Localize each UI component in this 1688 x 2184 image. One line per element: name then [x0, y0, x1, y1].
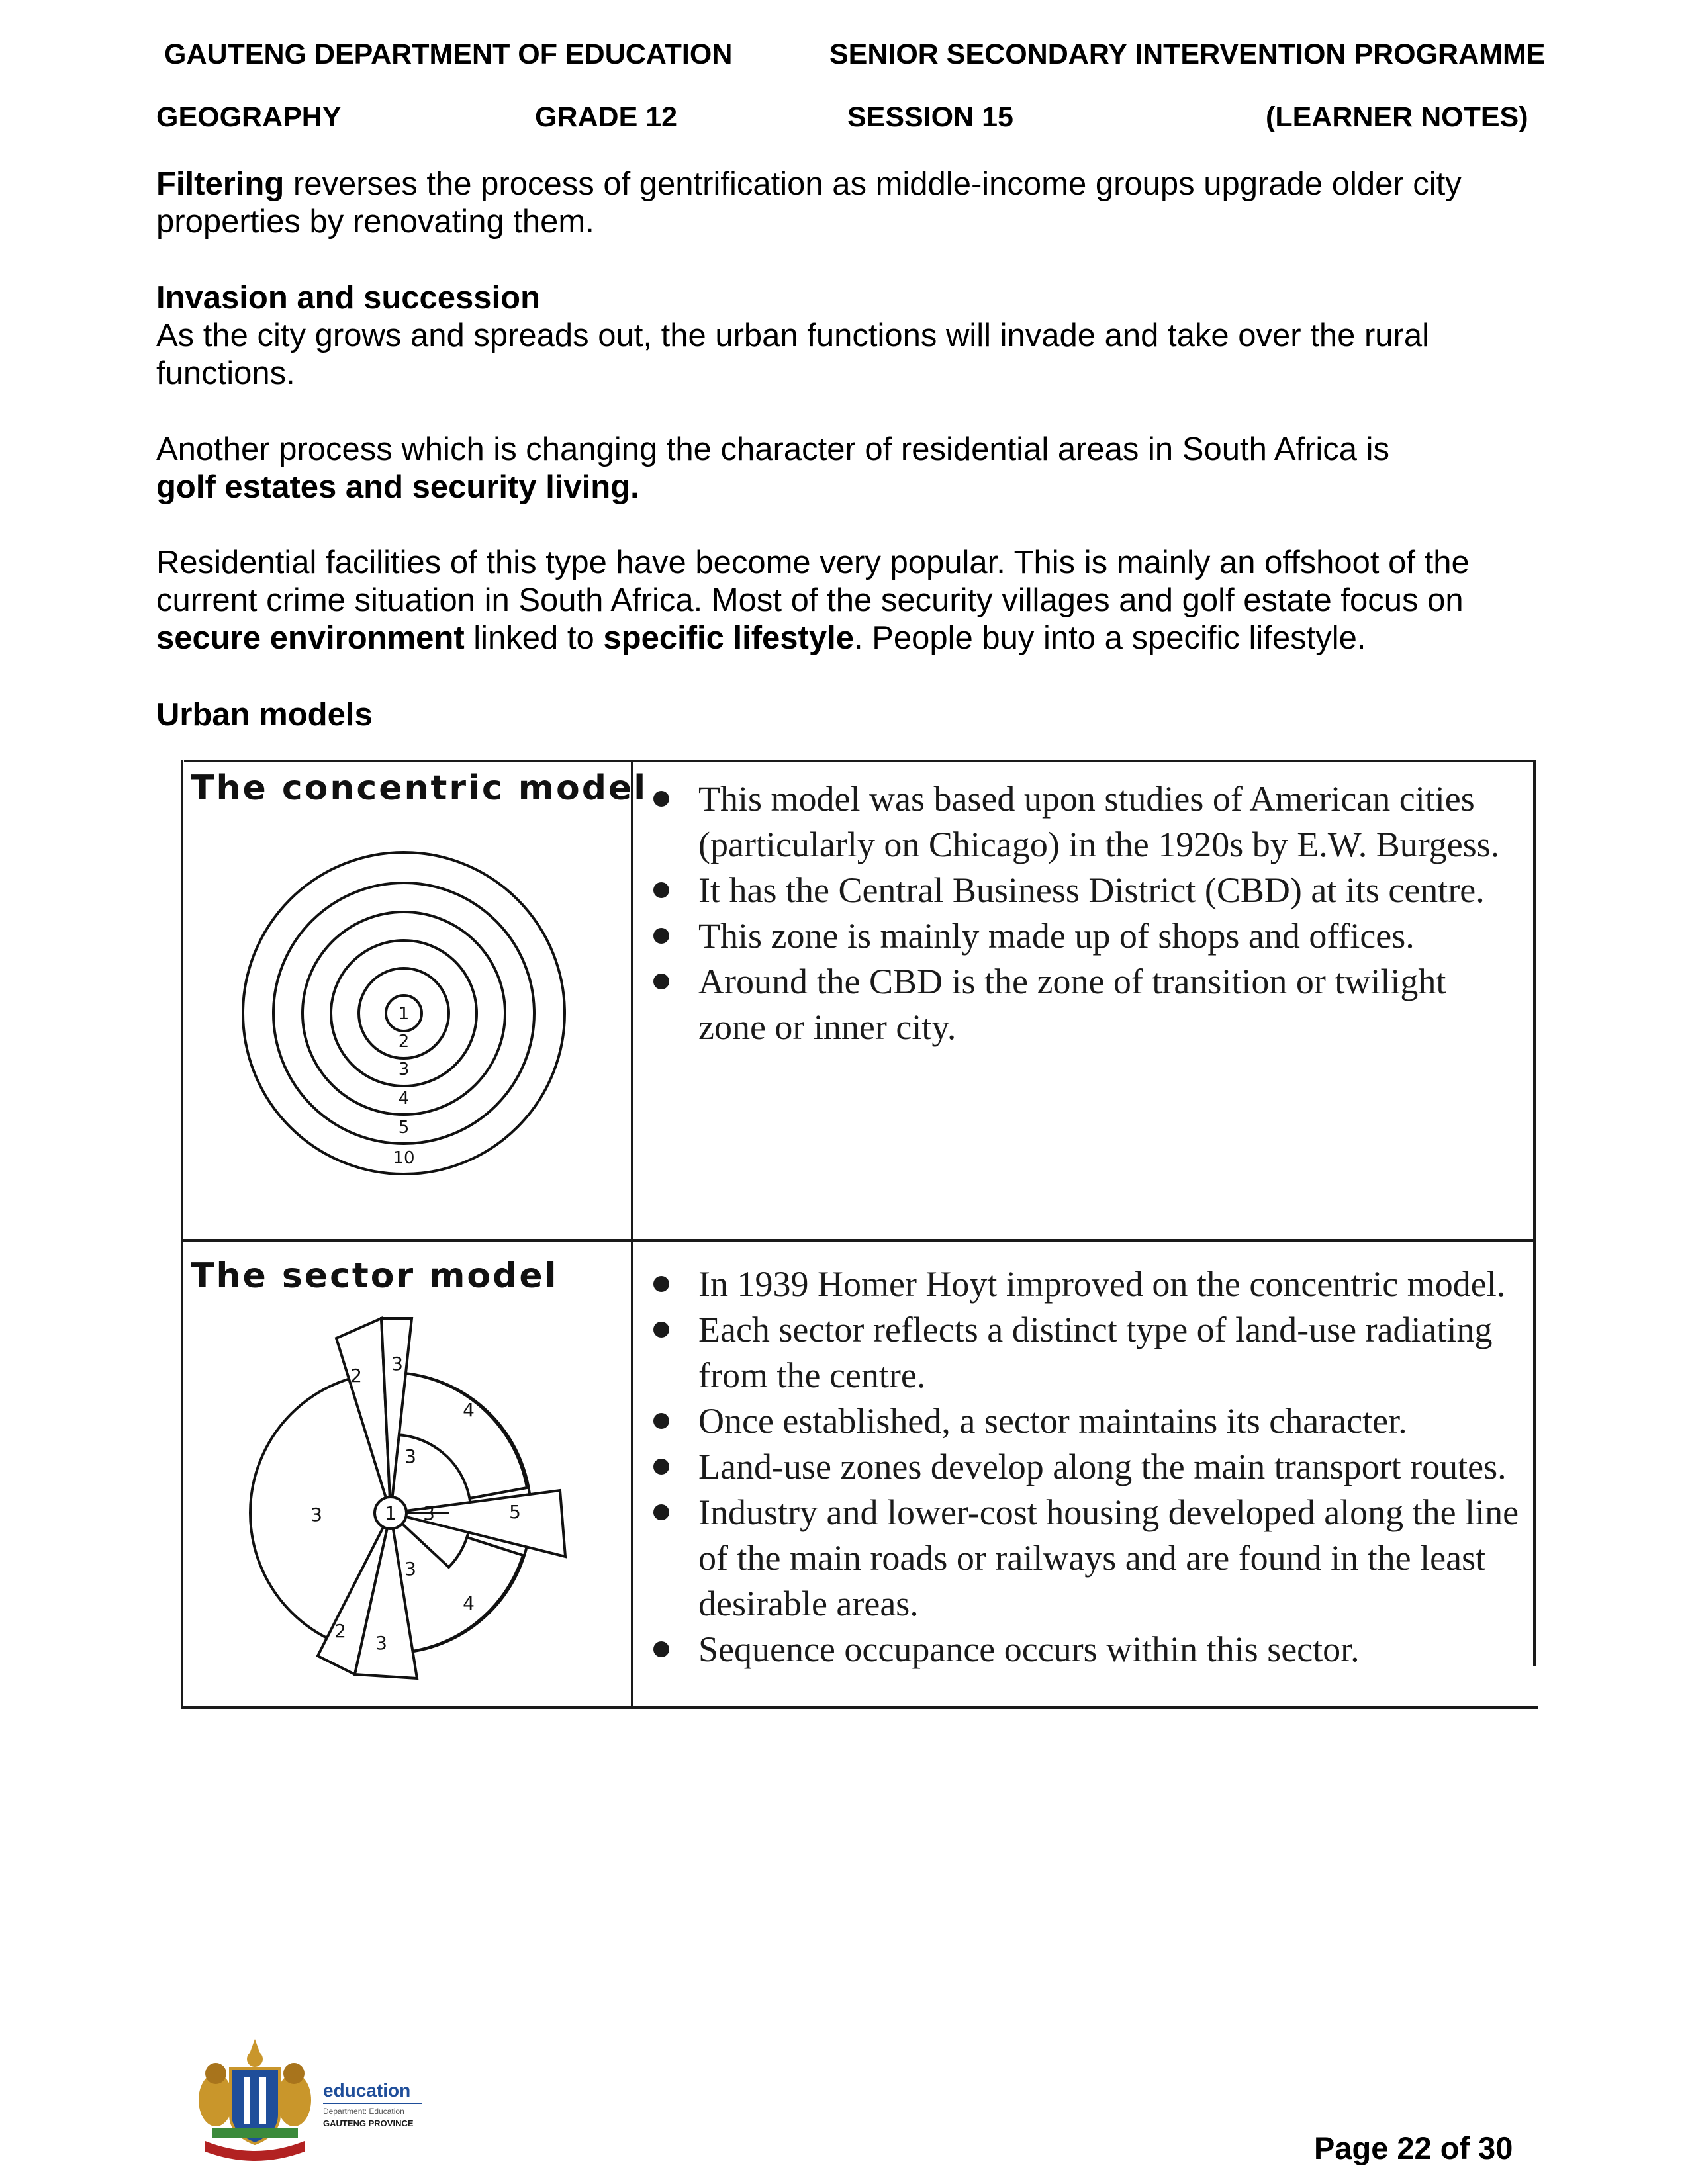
sector-label-bottom-left: 2 — [334, 1620, 346, 1642]
invasion-text: As the city grows and spreads out, the urban functions will invade and take over the rural functions. — [156, 318, 1429, 391]
sector-label-inner-lower: 3 — [404, 1558, 416, 1580]
urban-models-table — [171, 747, 1548, 1719]
table-bottom-border — [181, 1706, 1538, 1709]
invasion-heading: Invasion and succession — [156, 280, 541, 316]
concentric-bullet — [644, 959, 1518, 1050]
bullet-dot-icon — [653, 1459, 669, 1475]
table-right-border — [1533, 760, 1536, 1666]
page-number: Page 22 of 30 — [1314, 2130, 1513, 2165]
header-department: GAUTENG DEPARTMENT OF EDUCATION — [164, 38, 733, 70]
header-subject: GEOGRAPHY — [156, 101, 342, 133]
bullet-dot-icon — [653, 974, 669, 989]
filtering-term: Filtering — [156, 166, 285, 202]
sector-bullet — [644, 1444, 1524, 1490]
concentric-bullet — [644, 776, 1518, 868]
table-row-divider — [181, 1239, 1536, 1242]
bullet-dot-icon — [653, 928, 669, 944]
residential-text-2: linked to — [464, 620, 604, 656]
header-programme: SENIOR SECONDARY INTERVENTION PROGRAMME — [829, 38, 1546, 70]
ring-label-2: 2 — [398, 1032, 410, 1052]
urban-models-heading: Urban models — [156, 697, 373, 733]
bullet-dot-icon — [653, 1322, 669, 1338]
sector-bullet — [644, 1398, 1524, 1444]
sector-bullet — [644, 1627, 1524, 1672]
sector-bullet-list — [644, 1261, 1524, 1672]
ring-label-3: 3 — [398, 1060, 410, 1079]
bullet-text: Once established, a sector maintains its character. — [698, 1401, 1407, 1441]
bullet-dot-icon — [653, 1641, 669, 1657]
coat-of-arms-icon — [192, 2035, 318, 2167]
bullet-text: Industry and lower-cost housing developed along the line of the main roads or railways and are found in the least desirable areas. — [698, 1492, 1519, 1623]
residential-text-3: . People buy into a specific lifestyle. — [853, 620, 1366, 656]
bullet-text: This model was based upon studies of American cities (particularly on Chicago) in the 1920s by E.W. Burgess. — [698, 779, 1500, 864]
concentric-bullet — [644, 913, 1518, 959]
sector-label-center: 1 — [385, 1502, 397, 1524]
residential-bold-2: specific lifestyle — [603, 620, 854, 656]
bullet-text: Land-use zones develop along the main transport routes. — [698, 1447, 1507, 1486]
sector-label-top-left: 2 — [350, 1365, 362, 1387]
header-grade: GRADE 12 — [535, 101, 678, 133]
education-logo — [192, 2035, 444, 2167]
concentric-model-diagram — [224, 826, 581, 1223]
residential-text-1: Residential facilities of this type have become very popular. This is mainly an offshoot of the current crime situation in South Africa. Most of the security villages and golf estate focus on — [156, 545, 1470, 618]
sector-label-bottom: 3 — [375, 1632, 387, 1654]
concentric-model-title: The concentric model — [191, 768, 648, 808]
bullet-text: In 1939 Homer Hoyt improved on the concentric model. — [698, 1264, 1506, 1304]
sector-label-top: 3 — [391, 1353, 403, 1375]
table-top-border — [184, 760, 1534, 762]
logo-underline — [323, 2103, 422, 2104]
filtering-paragraph — [156, 165, 1553, 241]
bullet-dot-icon — [653, 1276, 669, 1292]
ring-label-4: 4 — [398, 1089, 410, 1109]
sector-bullet — [644, 1307, 1524, 1398]
ring-label-1: 1 — [398, 1004, 410, 1024]
logo-sub-department: Department: Education — [323, 2107, 404, 2116]
filtering-text: reverses the process of gentrification as middle-income groups upgrade older city properties by renovating them. — [156, 166, 1462, 240]
sector-model-diagram — [224, 1309, 594, 1693]
bullet-dot-icon — [653, 882, 669, 898]
sector-bullet — [644, 1490, 1524, 1627]
sector-bullet — [644, 1261, 1524, 1307]
bullet-text: Each sector reflects a distinct type of land-use radiating from the centre. — [698, 1310, 1493, 1395]
sector-label-lower-right: 4 — [463, 1592, 475, 1614]
bullet-text: Around the CBD is the zone of transition or twilight zone or inner city. — [698, 962, 1446, 1047]
bullet-dot-icon — [653, 1504, 669, 1520]
table-column-divider — [631, 760, 633, 1709]
header-notes-type: (LEARNER NOTES) — [1266, 101, 1528, 133]
sector-model-title: The sector model — [191, 1256, 559, 1296]
sector-label-inner-upper: 3 — [404, 1445, 416, 1467]
table-left-border — [181, 760, 183, 1709]
bullet-dot-icon — [653, 791, 669, 807]
logo-word: education — [323, 2080, 411, 2101]
another-bold: golf estates and security living. — [156, 469, 639, 505]
bullet-dot-icon — [653, 1413, 669, 1429]
bullet-text: This zone is mainly made up of shops and offices. — [698, 916, 1415, 956]
ring-label-5: 5 — [398, 1118, 410, 1138]
another-text: Another process which is changing the character of residential areas in South Africa is — [156, 432, 1390, 467]
sector-label-left: 3 — [310, 1504, 322, 1525]
bullet-text: It has the Central Business District (CBD) at its centre. — [698, 870, 1485, 910]
sector-label-inner-right: 3 — [423, 1502, 435, 1524]
sector-label-right-wedge: 5 — [509, 1501, 521, 1523]
bullet-text: Sequence occupance occurs within this sector. — [698, 1629, 1360, 1669]
concentric-bullet — [644, 868, 1518, 913]
header-session: SESSION 15 — [847, 101, 1013, 133]
ring-label-10: 10 — [393, 1148, 415, 1168]
logo-sub-province: GAUTENG PROVINCE — [323, 2118, 414, 2128]
residential-paragraph — [156, 544, 1553, 657]
another-paragraph — [156, 431, 1553, 506]
sector-label-upper-right: 4 — [463, 1399, 475, 1421]
residential-bold-1: secure environment — [156, 620, 465, 656]
concentric-bullet-list — [644, 776, 1518, 1050]
